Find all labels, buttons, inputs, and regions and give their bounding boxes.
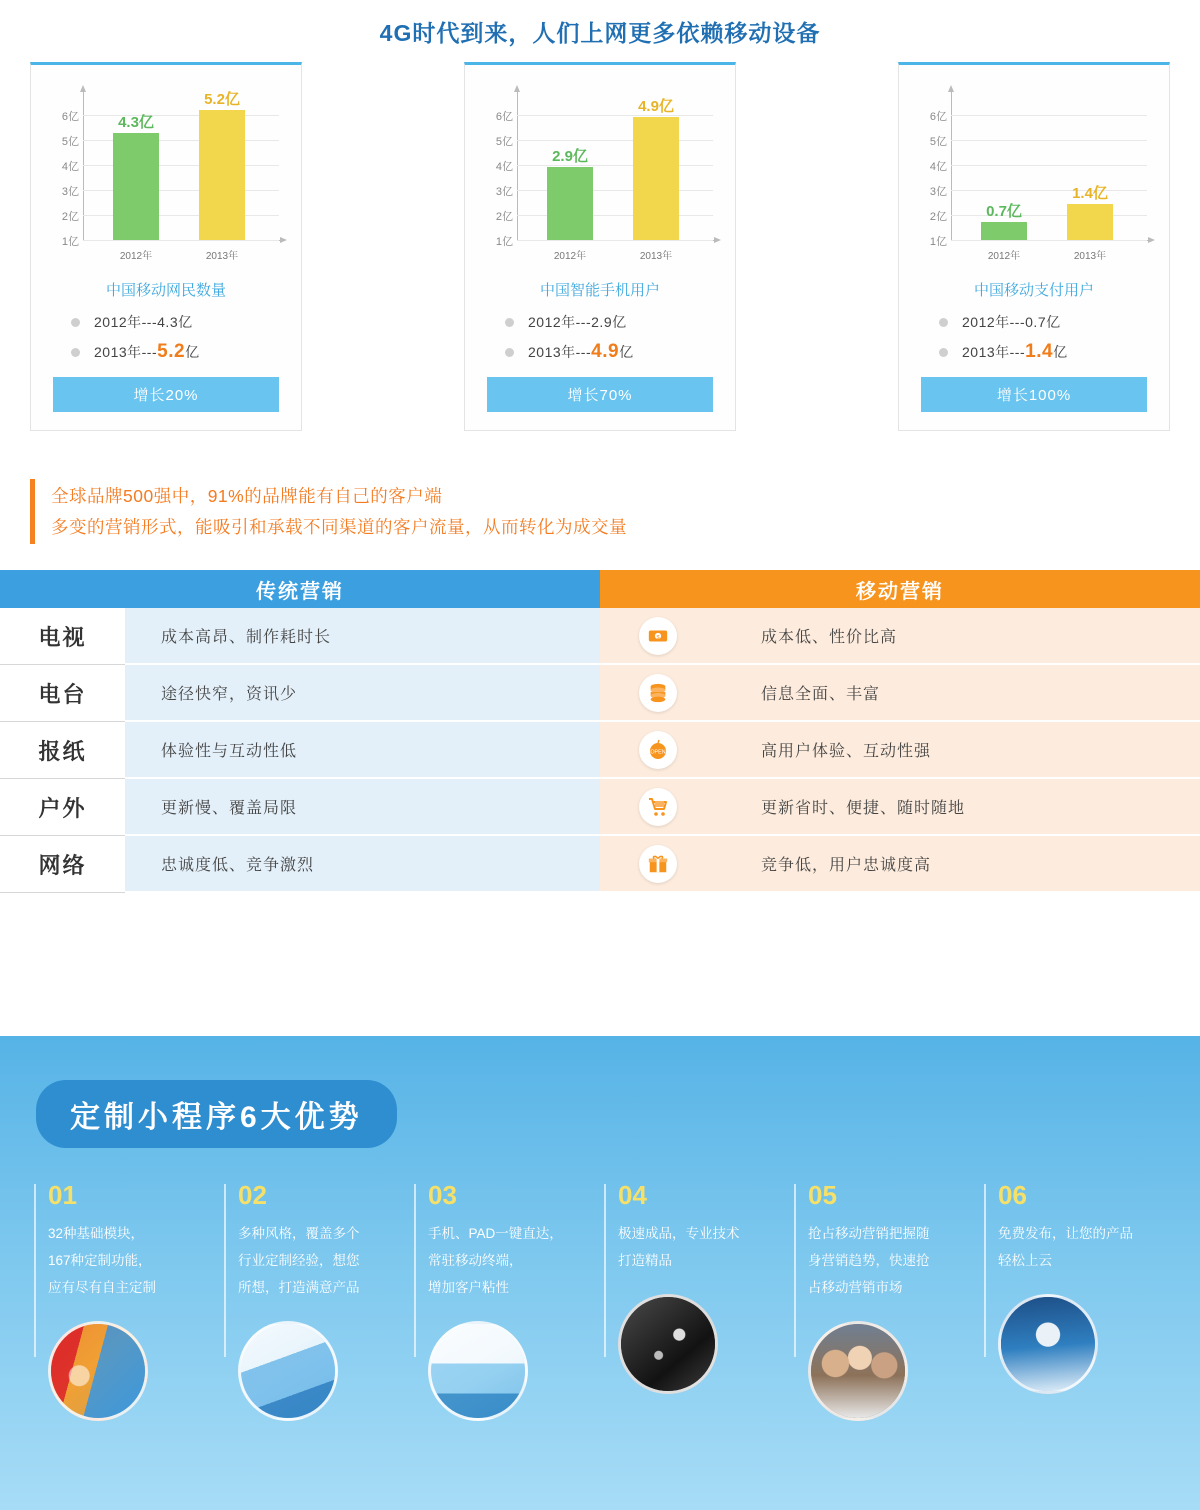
bullet-dot: [505, 318, 514, 327]
table-header: [0, 570, 1200, 608]
table-row: [0, 608, 1200, 665]
x-tick: 2012年: [119, 251, 153, 262]
y-tick: 2亿: [495, 211, 513, 223]
growth-badge: 增长20%: [53, 377, 279, 412]
svg-text:OPEN: OPEN: [649, 749, 666, 756]
advantage-item: [980, 1182, 1170, 1421]
advantage-line: 免费发布，让您的产品: [998, 1226, 1133, 1241]
bar-2012: [547, 148, 593, 262]
clock-phone-photo: [618, 1294, 718, 1394]
open-sign-icon: [639, 731, 677, 769]
stat-card: [464, 62, 736, 431]
bullet-list: [475, 312, 725, 363]
bullet-dot: [939, 348, 948, 357]
bullet-unit: 亿: [1053, 344, 1068, 360]
advantages-grid: [0, 1182, 1200, 1421]
y-tick: 1亿: [495, 236, 513, 248]
team-photo: [808, 1321, 908, 1421]
advantage-number: 01: [48, 1180, 77, 1210]
y-tick: 3亿: [495, 186, 513, 198]
bullet-prefix: 2012年---: [528, 314, 592, 330]
bar-value-label: 1.4亿: [1072, 185, 1108, 202]
list-item: [939, 312, 1153, 332]
bar-value-label: 0.7亿: [986, 203, 1022, 220]
list-item: [71, 312, 285, 332]
bar-2013: [633, 98, 679, 262]
chart-title: 中国智能手机用户: [539, 282, 660, 299]
row-category: 户外: [0, 779, 125, 836]
gift-icon: [639, 845, 677, 883]
advantages-title-wrap: [0, 1036, 1200, 1148]
bullet-unit: 亿: [612, 314, 627, 330]
bar-chart: [41, 83, 291, 273]
bar-value-label: 4.9亿: [638, 98, 674, 115]
advantage-number: 02: [238, 1180, 267, 1210]
cart-icon: [639, 788, 677, 826]
advantage-line: 手机、PAD一键直达，: [428, 1226, 563, 1241]
row-category: 电台: [0, 665, 125, 722]
y-axis: [951, 91, 952, 241]
bullet-prefix: 2012年---: [962, 314, 1026, 330]
list-item: [939, 341, 1153, 363]
row-icon-cell: [600, 836, 715, 893]
stat-card: [898, 62, 1170, 431]
y-tick: 3亿: [929, 186, 947, 198]
row-icon-cell: [600, 608, 715, 665]
advantage-text: [618, 1220, 778, 1274]
advantage-text: [48, 1220, 208, 1301]
y-tick: 6亿: [929, 111, 947, 123]
x-tick: 2013年: [1073, 251, 1107, 262]
bullet-prefix: 2012年---: [94, 314, 158, 330]
bullet-prefix: 2013年---: [94, 344, 158, 360]
y-tick: 1亿: [929, 236, 947, 248]
bullet-prefix: 2013年---: [528, 344, 592, 360]
advantage-text: [238, 1220, 398, 1301]
bullet-value: 4.3: [157, 314, 179, 330]
advantage-line: 占移动营销市场: [808, 1280, 903, 1295]
cell-mobile: 信息全面、丰富: [715, 665, 1200, 722]
advantage-line: 所想，打造满意产品: [238, 1280, 360, 1295]
table-row: [0, 779, 1200, 836]
bullet-list: [909, 312, 1159, 363]
row-category: 网络: [0, 836, 125, 893]
bullet-dot: [505, 348, 514, 357]
advantage-line: 多种风格，覆盖多个: [238, 1226, 360, 1241]
bullet-value: 1.4: [1025, 341, 1054, 362]
advantage-line: 打造精品: [618, 1253, 672, 1268]
devices-photo: [428, 1321, 528, 1421]
table-row: [0, 665, 1200, 722]
table-row: [0, 836, 1200, 893]
advantage-item: [790, 1182, 980, 1421]
cell-mobile: 竞争低，用户忠诚度高: [715, 836, 1200, 893]
y-tick: 5亿: [495, 136, 513, 148]
tablet-photo: [48, 1321, 148, 1421]
bullet-prefix: 2013年---: [962, 344, 1026, 360]
page-title-text: 4G时代到来，人们上网更多依赖移动设备: [379, 19, 821, 46]
advantage-line: 抢占移动营销把握随: [808, 1226, 930, 1241]
bar-2013: [199, 91, 245, 262]
quote-block: [30, 479, 1200, 544]
page-title: [0, 0, 1200, 62]
cell-traditional: 体验性与互动性低: [125, 722, 600, 779]
x-tick: 2013年: [205, 251, 239, 262]
advantage-text: [998, 1220, 1158, 1274]
row-icon-cell: [600, 665, 715, 722]
comparison-table: [0, 570, 1200, 893]
advantage-line: 极速成品，专业技术: [618, 1226, 740, 1241]
bullet-value: 5.2: [157, 341, 186, 362]
growth-badge: 增长100%: [921, 377, 1147, 412]
quote-line-1: 全球品牌500强中，91%的品牌能有自己的客户端: [51, 486, 443, 506]
laptop-photo: [238, 1321, 338, 1421]
cell-mobile: 成本低、性价比高: [715, 608, 1200, 665]
table-row: [0, 722, 1200, 779]
cell-mobile: 高用户体验、互动性强: [715, 722, 1200, 779]
advantage-line: 行业定制经验，想您: [238, 1253, 360, 1268]
advantage-line: 常驻移动终端，: [428, 1253, 523, 1268]
advantage-number: 03: [428, 1180, 457, 1210]
advantage-item: [600, 1182, 790, 1421]
cloud-photo: [998, 1294, 1098, 1394]
row-category: 报纸: [0, 722, 125, 779]
y-tick: 5亿: [929, 136, 947, 148]
bar-2012: [981, 203, 1027, 262]
bullet-dot: [71, 348, 80, 357]
advantage-item: [30, 1182, 220, 1421]
row-icon-cell: [600, 779, 715, 836]
advantage-number: 04: [618, 1180, 647, 1210]
bullet-value: 2.9: [591, 314, 613, 330]
advantage-text: [808, 1220, 968, 1301]
stats-section: [0, 62, 1200, 431]
money-icon: [639, 617, 677, 655]
chart-title: 中国移动支付用户: [973, 282, 1094, 299]
bullet-list: [41, 312, 291, 363]
bar-chart: [475, 83, 725, 273]
y-tick: 4亿: [61, 161, 79, 173]
y-tick: 4亿: [929, 161, 947, 173]
bullet-value: 4.9: [591, 341, 620, 362]
bullet-unit: 亿: [1046, 314, 1061, 330]
advantage-line: 32种基础模块，: [48, 1226, 145, 1241]
list-item: [505, 312, 719, 332]
advantage-item: [220, 1182, 410, 1421]
cell-mobile: 更新省时、便捷、随时随地: [715, 779, 1200, 836]
bar-2012: [113, 114, 159, 262]
y-axis: [517, 91, 518, 241]
bullet-dot: [71, 318, 80, 327]
advantage-line: 身营销趋势，快速抢: [808, 1253, 930, 1268]
quote-line-2: 多变的营销形式，能吸引和承载不同渠道的客户流量，从而转化为成交量: [51, 516, 627, 537]
y-axis: [83, 91, 84, 241]
cell-traditional: 更新慢、覆盖局限: [125, 779, 600, 836]
advantages-section: [0, 1036, 1200, 1510]
bar-value-label: 2.9亿: [552, 148, 588, 165]
y-tick: 2亿: [61, 211, 79, 223]
x-tick: 2012年: [553, 251, 587, 262]
column-header-traditional: 传统营销: [0, 570, 600, 608]
y-tick: 1亿: [61, 236, 79, 248]
x-tick: 2013年: [639, 251, 673, 262]
y-tick: 6亿: [495, 111, 513, 123]
bar-chart: [909, 83, 1159, 273]
stat-card: [30, 62, 302, 431]
stack-icon: [639, 674, 677, 712]
cell-traditional: 忠诚度低、竞争激烈: [125, 836, 600, 893]
cell-traditional: 成本高昂、制作耗时长: [125, 608, 600, 665]
bar-value-label: 5.2亿: [204, 91, 240, 108]
advantage-line: 增加客户粘性: [428, 1280, 509, 1295]
bullet-unit: 亿: [178, 314, 193, 330]
chart-title: 中国移动网民数量: [105, 282, 226, 299]
bullet-unit: 亿: [185, 344, 200, 360]
bar-value-label: 4.3亿: [118, 114, 154, 131]
growth-badge: 增长70%: [487, 377, 713, 412]
bar-2013: [1067, 185, 1113, 262]
y-tick: 3亿: [61, 186, 79, 198]
list-item: [505, 341, 719, 363]
bullet-unit: 亿: [619, 344, 634, 360]
y-tick: 4亿: [495, 161, 513, 173]
advantage-line: 轻松上云: [998, 1253, 1052, 1268]
cell-traditional: 途径快窄，资讯少: [125, 665, 600, 722]
advantage-text: [428, 1220, 588, 1301]
advantage-item: [410, 1182, 600, 1421]
list-item: [71, 341, 285, 363]
y-tick: 6亿: [61, 111, 79, 123]
y-tick: 5亿: [61, 136, 79, 148]
advantage-number: 06: [998, 1180, 1027, 1210]
row-icon-cell: [600, 722, 715, 779]
column-header-mobile: 移动营销: [600, 570, 1200, 608]
y-tick: 2亿: [929, 211, 947, 223]
bullet-dot: [939, 318, 948, 327]
x-tick: 2012年: [987, 251, 1021, 262]
row-category: 电视: [0, 608, 125, 665]
advantage-line: 应有尽有自主定制: [48, 1280, 156, 1295]
advantage-number: 05: [808, 1180, 837, 1210]
svg-text:$: $: [655, 634, 660, 641]
advantages-title: 定制小程序6大优势: [36, 1080, 397, 1148]
bullet-value: 0.7: [1025, 314, 1047, 330]
advantage-line: 167种定制功能，: [48, 1253, 152, 1268]
